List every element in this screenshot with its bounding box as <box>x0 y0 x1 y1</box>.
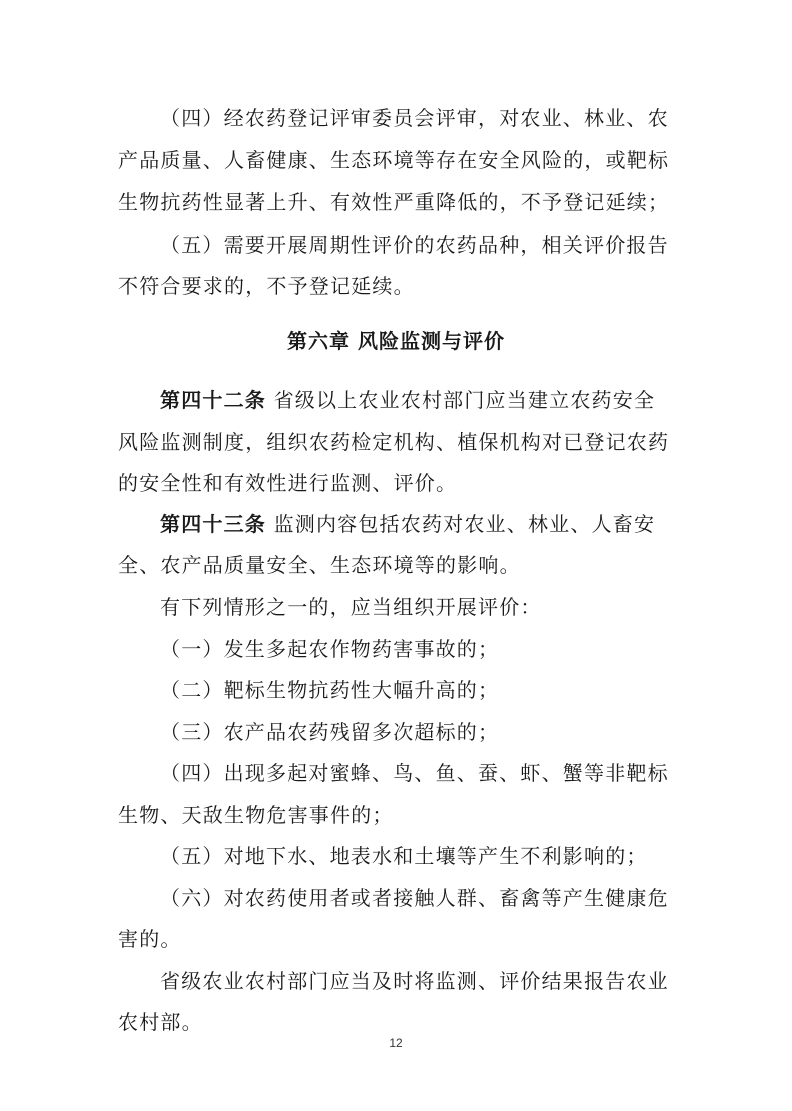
text-line: 产品质量、人畜健康、生态环境等存在安全风险的，或靶标 <box>118 148 670 172</box>
text-line: 生物抗药性显著上升、有效性严重降低的，不予登记延续； <box>118 190 670 214</box>
text-span: 省级以上农业农村部门应当建立农药安全 <box>273 388 656 412</box>
text-line: （五）需要开展周期性评价的农药品种，相关评价报告 <box>160 233 669 257</box>
text-line: 有下列情形之一的，应当组织开展评价： <box>160 595 542 619</box>
text-line: 农村部。 <box>118 1010 203 1034</box>
list-item: （四）出现多起对蜜蜂、鸟、鱼、蚕、虾、蟹等非靶标 <box>160 761 669 785</box>
text-line: 全、农产品质量安全、生态环境等的影响。 <box>118 553 521 577</box>
text-span: 监测内容包括农药对农业、林业、人畜安 <box>273 512 656 536</box>
chapter-heading: 第六章 风险监测与评价 <box>287 329 505 353</box>
text-line: 不符合要求的，不予登记延续。 <box>118 274 415 298</box>
text-line: 的安全性和有效性进行监测、评价。 <box>118 471 458 495</box>
list-item: （二）靶标生物抗药性大幅升高的； <box>160 678 500 702</box>
article-43-first-line <box>160 511 678 537</box>
article-43-label: 第四十三条 <box>160 512 266 536</box>
page-number: 12 <box>389 1036 403 1050</box>
list-item: （三）农产品农药残留多次超标的； <box>160 720 500 744</box>
list-item: （五）对地下水、地表水和土壤等产生不利影响的； <box>160 844 648 868</box>
text-line: 害的。 <box>118 927 182 951</box>
article-42-first-line <box>160 387 678 413</box>
text-line: （四）经农药登记评审委员会评审，对农业、林业、农 <box>160 106 669 130</box>
text-line: 省级农业农村部门应当及时将监测、评价结果报告农业 <box>160 969 669 993</box>
text-line: 生物、天敌生物危害事件的； <box>118 803 394 827</box>
text-line: 风险监测制度，组织农药检定机构、植保机构对已登记农药 <box>118 430 670 454</box>
article-42-label: 第四十二条 <box>160 388 266 412</box>
list-item: （一）发生多起农作物药害事故的； <box>160 637 500 661</box>
list-item: （六）对农药使用者或者接触人群、畜禽等产生健康危 <box>160 886 669 910</box>
